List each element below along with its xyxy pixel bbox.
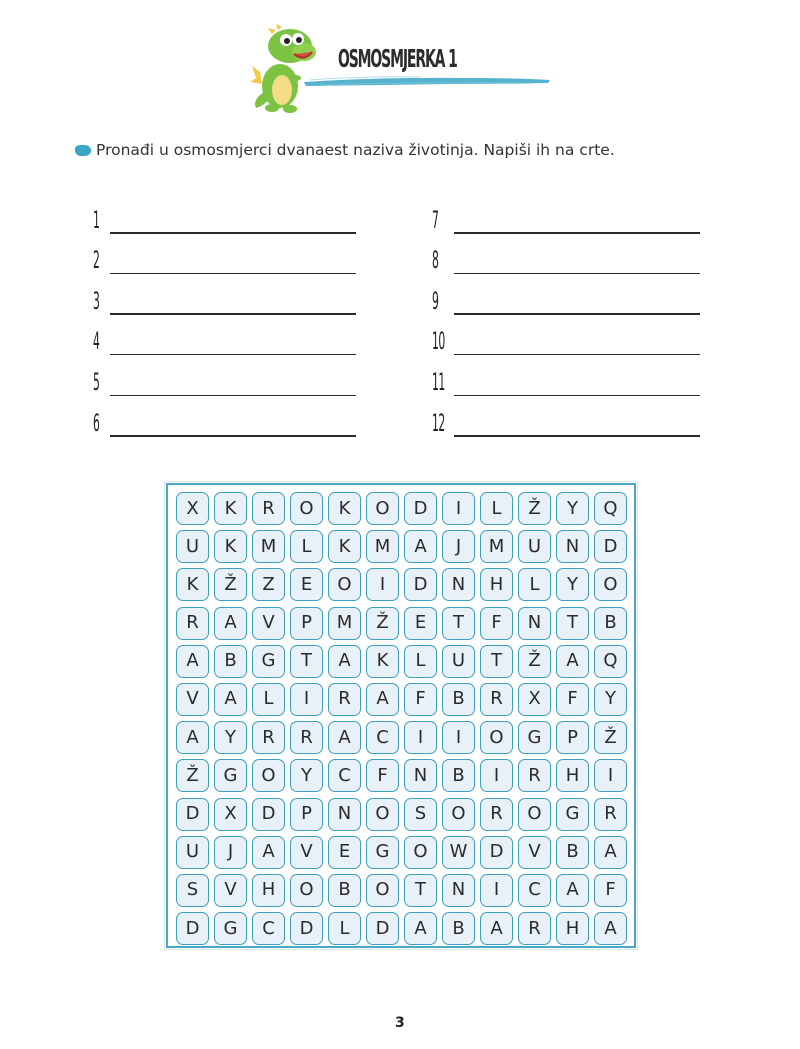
answer-row [432,197,702,238]
grid-cell[interactable]: B [442,912,475,945]
grid-cell[interactable]: G [556,798,589,831]
grid-cell[interactable]: A [594,836,627,869]
grid-cell[interactable]: M [252,530,285,563]
grid-cell[interactable]: O [366,492,399,525]
answer-row [93,238,363,279]
grid-cell[interactable]: U [442,645,475,678]
grid-cell[interactable]: V [290,836,323,869]
answer-row [93,278,363,319]
grid-cell[interactable]: H [480,568,513,601]
grid-cell[interactable]: J [442,530,475,563]
grid-cell[interactable]: Z [252,568,285,601]
answer-number: 4 [93,327,100,356]
answer-number: 5 [93,367,100,396]
grid-cell[interactable]: I [480,759,513,792]
grid-cell[interactable]: A [176,721,209,754]
answer-row [432,359,702,400]
grid-cell[interactable]: E [404,607,437,640]
grid-cell[interactable]: O [442,798,475,831]
grid-cell[interactable]: I [404,721,437,754]
grid-cell[interactable]: O [594,568,627,601]
answer-row [93,197,363,238]
grid-cell[interactable]: L [518,568,551,601]
grid-cell[interactable]: E [290,568,323,601]
grid-cell[interactable]: Y [556,568,589,601]
grid-cell[interactable]: R [480,798,513,831]
grid-cell[interactable]: A [556,874,589,907]
grid-cell[interactable]: I [442,721,475,754]
grid-cell[interactable]: M [328,607,361,640]
instruction-text: Pronađi u osmosmjerci dvanaest naziva životinja. Napiši ih na crte. [96,141,615,159]
grid-cell[interactable]: R [290,721,323,754]
grid-cell[interactable]: T [556,607,589,640]
grid-cell[interactable]: A [556,645,589,678]
grid-cell[interactable]: O [328,568,361,601]
grid-cell[interactable]: G [214,759,247,792]
grid-cell[interactable]: N [404,759,437,792]
answer-line[interactable] [110,354,356,355]
grid-cell[interactable]: R [518,759,551,792]
grid-cell[interactable]: R [176,607,209,640]
grid-cell[interactable]: D [252,798,285,831]
answer-line[interactable] [454,232,700,233]
grid-cell[interactable]: O [404,836,437,869]
grid-cell[interactable]: C [252,912,285,945]
grid-cell[interactable]: K [366,645,399,678]
grid-cell[interactable]: X [518,683,551,716]
answer-row [432,319,702,360]
answer-column-right [432,197,702,441]
grid-cell[interactable]: F [366,759,399,792]
grid-cell[interactable]: F [480,607,513,640]
grid-cell[interactable]: I [290,683,323,716]
grid-cell[interactable]: P [290,607,323,640]
grid-cell[interactable]: Y [214,721,247,754]
answer-row [432,278,702,319]
grid-cell[interactable]: O [290,492,323,525]
grid-cell[interactable]: K [328,530,361,563]
answer-number: 6 [93,408,100,437]
answer-number: 12 [432,408,445,437]
grid-cell[interactable]: B [214,645,247,678]
grid-cell[interactable]: X [176,492,209,525]
grid-cell[interactable]: A [328,645,361,678]
grid-cell[interactable]: B [556,836,589,869]
bullet-icon [73,143,92,158]
grid-cell[interactable]: Ž [214,568,247,601]
grid-cell[interactable]: Ž [176,759,209,792]
grid-cell[interactable]: N [442,568,475,601]
grid-cell[interactable]: Ž [594,721,627,754]
answer-line[interactable] [454,395,700,396]
grid-cell[interactable]: R [252,492,285,525]
grid-cell[interactable]: C [328,759,361,792]
grid-cell[interactable]: G [252,645,285,678]
answer-number: 3 [93,286,100,315]
grid-cell[interactable]: V [518,836,551,869]
grid-cell[interactable]: O [480,721,513,754]
answer-number: 9 [432,286,439,315]
grid-cell[interactable]: A [404,530,437,563]
grid-cell[interactable]: R [518,912,551,945]
grid-cell[interactable]: J [214,836,247,869]
grid-cell[interactable]: B [442,759,475,792]
page-title: OSMOSMJERKA 1 [338,44,457,73]
grid-cell[interactable]: I [442,492,475,525]
answer-number: 10 [432,327,445,356]
grid-cell[interactable]: H [252,874,285,907]
grid-cell[interactable]: F [594,874,627,907]
grid-cell[interactable]: Y [290,759,323,792]
grid-cell[interactable]: P [556,721,589,754]
grid-cell[interactable]: A [366,683,399,716]
grid-cell[interactable]: D [404,568,437,601]
grid-cell[interactable]: S [176,874,209,907]
answer-line[interactable] [110,313,356,314]
grid-cell[interactable]: X [214,798,247,831]
grid-cell[interactable]: A [214,607,247,640]
answer-line[interactable] [454,435,700,436]
answer-number: 8 [432,246,439,275]
grid-cell[interactable]: T [442,607,475,640]
grid-cell[interactable]: B [442,683,475,716]
grid-cell[interactable]: D [176,912,209,945]
grid-cell[interactable]: T [480,645,513,678]
grid-cell[interactable]: D [176,798,209,831]
letter-grid [176,492,627,945]
grid-cell[interactable]: V [176,683,209,716]
grid-cell[interactable]: U [176,530,209,563]
grid-cell[interactable]: R [252,721,285,754]
grid-cell[interactable]: Ž [366,607,399,640]
grid-cell[interactable]: N [442,874,475,907]
answer-number: 7 [432,205,439,234]
grid-cell[interactable]: Y [594,683,627,716]
grid-cell[interactable]: S [404,798,437,831]
grid-cell[interactable]: T [290,645,323,678]
grid-cell[interactable]: A [594,912,627,945]
grid-cell[interactable]: O [366,798,399,831]
grid-cell[interactable]: L [480,492,513,525]
answer-line[interactable] [110,395,356,396]
grid-cell[interactable]: G [518,721,551,754]
grid-cell[interactable]: A [252,836,285,869]
answer-row [432,400,702,441]
grid-cell[interactable]: K [214,530,247,563]
grid-cell[interactable]: L [404,645,437,678]
grid-cell[interactable]: F [404,683,437,716]
grid-cell[interactable]: L [252,683,285,716]
grid-cell[interactable]: K [176,568,209,601]
answer-row [432,238,702,279]
grid-cell[interactable]: R [328,683,361,716]
grid-cell[interactable]: D [404,492,437,525]
grid-cell[interactable]: W [442,836,475,869]
answer-number: 2 [93,246,100,275]
grid-cell[interactable]: O [518,798,551,831]
grid-cell[interactable]: V [252,607,285,640]
grid-cell[interactable]: H [556,912,589,945]
grid-cell[interactable]: Y [556,492,589,525]
grid-cell[interactable]: I [366,568,399,601]
grid-cell[interactable]: F [556,683,589,716]
grid-cell[interactable]: N [518,607,551,640]
grid-cell[interactable]: B [328,874,361,907]
answer-line[interactable] [454,354,700,355]
answer-row [93,319,363,360]
grid-cell[interactable]: V [214,874,247,907]
word-search-puzzle [166,483,636,948]
grid-cell[interactable]: Ž [518,645,551,678]
grid-cell[interactable]: T [404,874,437,907]
answer-line[interactable] [454,313,700,314]
grid-cell[interactable]: A [214,683,247,716]
grid-cell[interactable]: O [366,874,399,907]
answer-line[interactable] [110,273,356,274]
grid-cell[interactable]: D [594,530,627,563]
grid-cell[interactable]: A [404,912,437,945]
grid-cell[interactable]: G [366,836,399,869]
grid-cell[interactable]: Ž [518,492,551,525]
answer-line[interactable] [454,273,700,274]
grid-cell[interactable]: I [594,759,627,792]
grid-cell[interactable]: D [366,912,399,945]
answer-number: 1 [93,205,100,234]
grid-cell[interactable]: A [328,721,361,754]
grid-cell[interactable]: O [290,874,323,907]
grid-cell[interactable]: I [480,874,513,907]
grid-cell[interactable]: C [518,874,551,907]
grid-cell[interactable]: O [252,759,285,792]
grid-cell[interactable]: M [366,530,399,563]
grid-cell[interactable]: D [480,836,513,869]
grid-cell[interactable]: N [328,798,361,831]
grid-cell[interactable]: G [214,912,247,945]
answer-line[interactable] [110,232,356,233]
grid-cell[interactable]: Q [594,645,627,678]
answer-column-left [93,197,363,441]
answer-row [93,400,363,441]
grid-cell[interactable]: A [480,912,513,945]
grid-cell[interactable]: D [290,912,323,945]
grid-cell[interactable]: E [328,836,361,869]
page-number: 3 [395,1015,405,1031]
grid-cell[interactable]: P [290,798,323,831]
grid-cell[interactable]: K [214,492,247,525]
grid-cell[interactable]: R [480,683,513,716]
answer-number: 11 [432,367,445,396]
grid-cell[interactable]: C [366,721,399,754]
grid-cell[interactable]: H [556,759,589,792]
grid-cell[interactable]: U [176,836,209,869]
answer-row [93,359,363,400]
grid-cell[interactable]: L [290,530,323,563]
grid-cell[interactable]: N [556,530,589,563]
grid-cell[interactable]: R [594,798,627,831]
grid-cell[interactable]: Q [594,492,627,525]
grid-cell[interactable]: A [176,645,209,678]
answer-line[interactable] [110,435,356,436]
grid-cell[interactable]: M [480,530,513,563]
grid-cell[interactable]: U [518,530,551,563]
grid-cell[interactable]: B [594,607,627,640]
instruction [73,141,615,159]
grid-cell[interactable]: K [328,492,361,525]
grid-cell[interactable]: L [328,912,361,945]
